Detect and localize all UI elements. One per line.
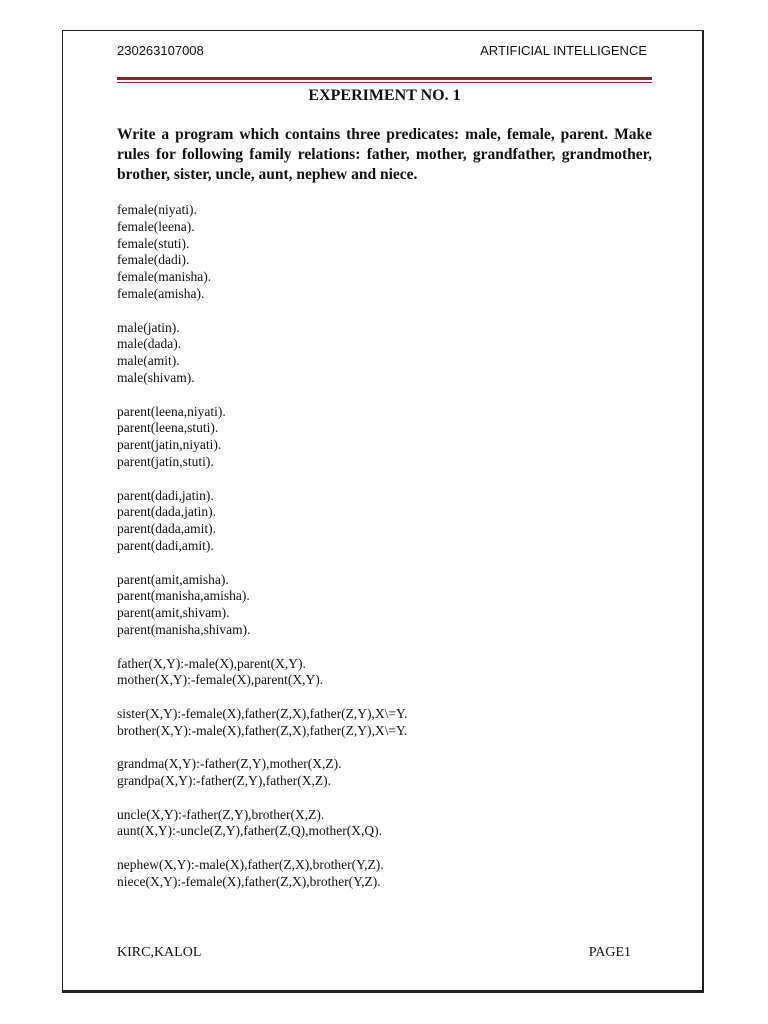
aim-text: Write a program which contains three predicates: male, female, parent. Make rules for following family relations: father, mother, grandfather, grandmother, brother, sister, uncle, aunt, nephew and niece.	[117, 126, 652, 183]
code-blank-line	[117, 387, 407, 404]
code-line: female(manisha).	[117, 269, 212, 285]
experiment-title: EXPERIMENT NO. 1	[308, 87, 461, 104]
code-line: grandma(X,Y):-father(Z,Y),mother(X,Z).	[117, 756, 342, 772]
code-line: grandpa(X,Y):-father(Z,Y),father(X,Z).	[117, 773, 332, 789]
code-line: female(dadi).	[117, 252, 190, 268]
code-blank-line	[117, 689, 407, 706]
code-line: parent(dadi,amit).	[117, 537, 214, 553]
code-line: male(amit).	[117, 353, 180, 369]
code-line: parent(amit,amisha).	[117, 571, 229, 587]
code-line: parent(amit,shivam).	[117, 605, 230, 621]
code-blank-line	[117, 840, 407, 857]
code-line: female(leena).	[117, 218, 195, 234]
code-line: nephew(X,Y):-male(X),father(Z,X),brother(Y,Z).	[117, 857, 384, 873]
code-line: parent(manisha,shivam).	[117, 621, 251, 637]
header-rule-thin	[117, 82, 652, 83]
code-line: niece(X,Y):-female(X),father(Z,X),brother(Y,Z).	[117, 873, 381, 889]
code-line: female(amisha).	[117, 285, 205, 301]
code-blank-line	[117, 303, 407, 320]
code-line: female(stuti).	[117, 235, 190, 251]
code-line: parent(leena,stuti).	[117, 420, 219, 436]
code-line: aunt(X,Y):-uncle(Z,Y),father(Z,Q),mother(X,Q).	[117, 823, 383, 839]
code-line: parent(dadi,jatin).	[117, 487, 214, 503]
code-line: male(dada).	[117, 336, 182, 352]
code-line: parent(manisha,amisha).	[117, 588, 250, 604]
code-line: brother(X,Y):-male(X),father(Z,X),father(Z,Y),X\=Y.	[117, 722, 408, 738]
code-line: male(shivam).	[117, 369, 195, 385]
footer-institute: KIRC,KALOL	[117, 945, 202, 960]
code-line: parent(leena,niyati).	[117, 403, 226, 419]
code-blank-line	[117, 639, 407, 656]
header-rule-thick	[117, 77, 652, 80]
code-line: parent(dada,jatin).	[117, 504, 216, 520]
footer-page-number: PAGE1	[588, 945, 631, 960]
header-subject: ARTIFICIAL INTELLIGENCE	[480, 43, 647, 58]
code-blank-line	[117, 740, 407, 757]
code-line: mother(X,Y):-female(X),parent(X,Y).	[117, 672, 324, 688]
code-line: female(niyati).	[117, 202, 197, 217]
code-line: parent(jatin,stuti).	[117, 453, 214, 469]
code-line: sister(X,Y):-female(X),father(Z,X),father(Z,Y),X\=Y.	[117, 705, 408, 721]
code-line: father(X,Y):-male(X),parent(X,Y).	[117, 655, 306, 671]
code-blank-line	[117, 790, 407, 807]
code-line: male(jatin).	[117, 319, 180, 335]
header-enrollment-number: 230263107008	[117, 43, 204, 58]
code-line: parent(jatin,niyati).	[117, 437, 222, 453]
code-line: uncle(X,Y):-father(Z,Y),brother(X,Z).	[117, 806, 325, 822]
code-blank-line	[117, 471, 407, 488]
code-blank-line	[117, 555, 407, 572]
prolog-code-block	[117, 202, 407, 891]
code-line: parent(dada,amit).	[117, 521, 216, 537]
